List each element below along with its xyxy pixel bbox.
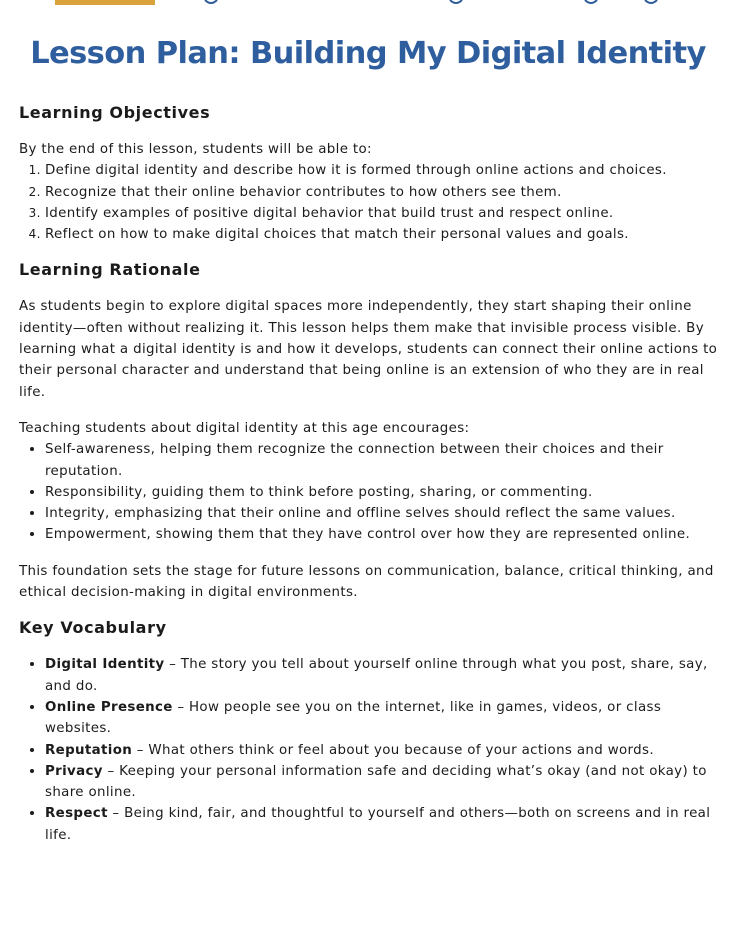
vocabulary-definition: – What others think or feel about you because of your actions and words. xyxy=(132,742,654,758)
vocabulary-term: Online Presence xyxy=(45,699,173,715)
vocabulary-item xyxy=(45,740,719,761)
header-image-strip xyxy=(55,0,155,5)
decorative-arcs xyxy=(185,0,665,8)
vocabulary-item xyxy=(45,761,719,804)
rationale-intro: Teaching students about digital identity at this age encourages: xyxy=(19,420,470,436)
objective-item: 2. Recognize that their online behavior contributes to how others see them. xyxy=(45,182,719,203)
page-title: Lesson Plan: Building My Digital Identity xyxy=(30,36,706,71)
rationale-bullet: • Responsibility, guiding them to think before posting, sharing, or commenting. xyxy=(45,482,719,503)
rationale-bullet: • Self-awareness, helping them recognize the connection between their choices and their reputation. xyxy=(45,439,719,482)
rationale-paragraph: As students begin to explore digital spaces more independently, they start shaping their online identity—often without realizing it. This lesson helps them make that invisible process visible. By learning what a digital identity is and how it develops, students can connect their online actions to their personal character and understand that being online is an extension of who they are in real life. xyxy=(19,299,718,400)
vocabulary-item xyxy=(45,654,719,697)
vocabulary-term: Digital Identity xyxy=(45,657,165,673)
lesson-content xyxy=(19,102,719,846)
rationale-heading: Learning Rationale xyxy=(19,260,201,280)
vocabulary-definition: – Being kind, fair, and thoughtful to yourself and others—both on screens and in real life. xyxy=(45,806,711,843)
objective-item: 4. Reflect on how to make digital choices that match their personal values and goals. xyxy=(45,224,719,245)
vocabulary-term: Reputation xyxy=(45,742,133,758)
vocabulary-item xyxy=(45,697,719,740)
objective-item: 1. Define digital identity and describe how it is formed through online actions and choices. xyxy=(45,160,719,181)
objectives-heading: Learning Objectives xyxy=(19,103,211,122)
rationale-bullet: • Empowerment, showing them that they have control over how they are represented online. xyxy=(45,524,719,545)
rationale-conclusion: This foundation sets the stage for future lessons on communication, balance, critical thinking, and ethical decision-making in digital environments. xyxy=(19,563,714,601)
objectives-intro: By the end of this lesson, students will be able to: xyxy=(19,142,372,157)
vocabulary-definition: – The story you tell about yourself online through what you post, share, say, and do. xyxy=(45,657,708,694)
objective-item: 3. Identify examples of positive digital behavior that build trust and respect online. xyxy=(45,203,719,224)
vocabulary-list xyxy=(19,654,719,846)
vocabulary-definition: – How people see you on the internet, like in games, videos, or class websites. xyxy=(45,699,662,737)
vocabulary-heading: Key Vocabulary xyxy=(19,618,167,638)
vocabulary-term: Privacy xyxy=(45,763,103,779)
vocabulary-item xyxy=(45,803,719,846)
rationale-list xyxy=(19,439,719,545)
vocabulary-term: Respect xyxy=(45,806,108,822)
vocabulary-definition: – Keeping your personal information safe and deciding what’s okay (and not okay) to share online. xyxy=(45,763,707,801)
rationale-bullet: • Integrity, emphasizing that their online and offline selves should reflect the same values. xyxy=(45,503,719,524)
objectives-list xyxy=(19,160,719,245)
